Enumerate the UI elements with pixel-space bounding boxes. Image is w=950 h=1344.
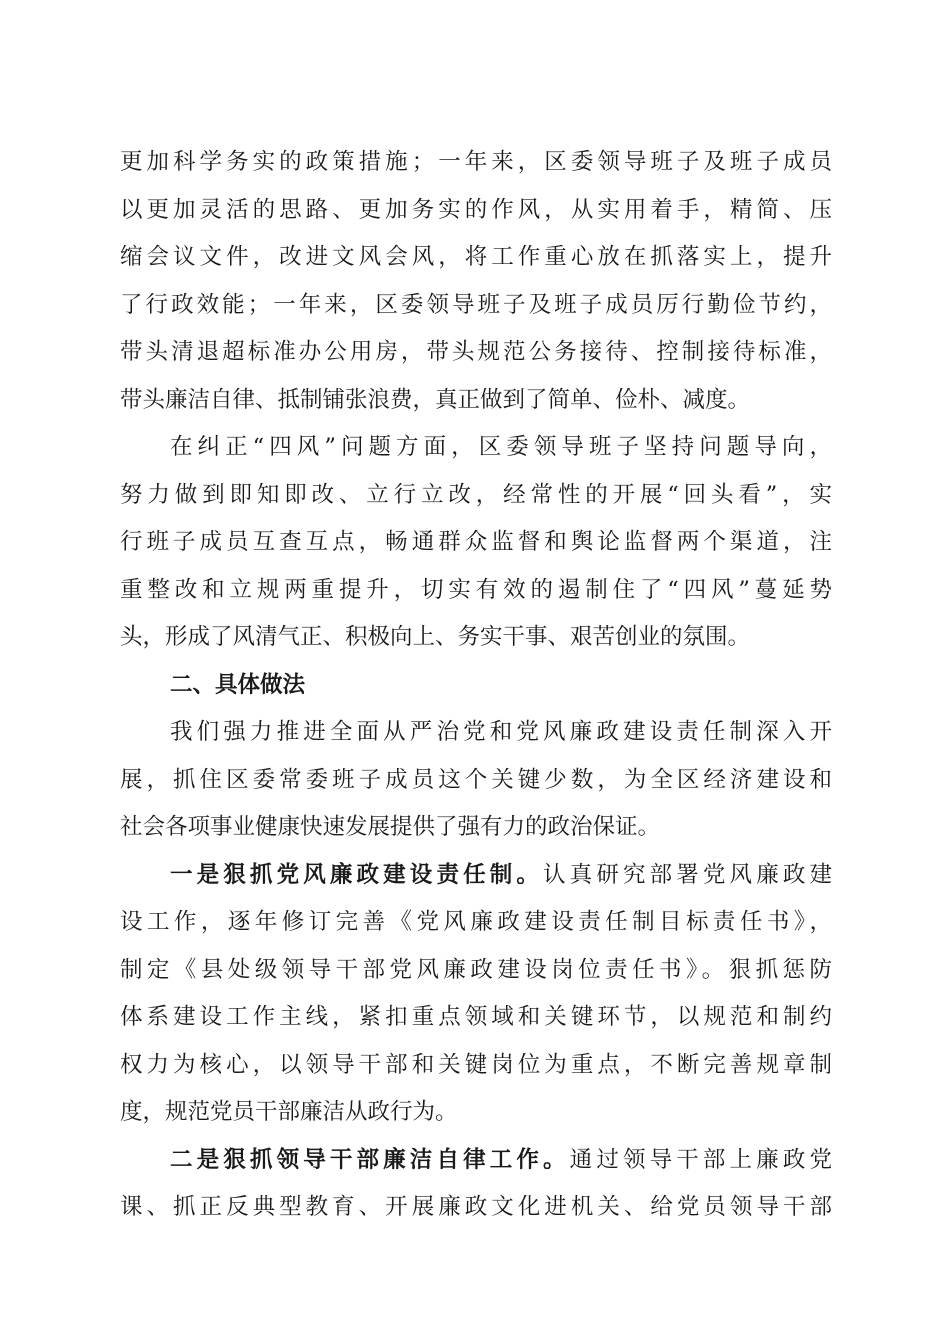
text-line: 更加科学务实的政策措施；一年来，区委领导班子及班子成员: [120, 149, 832, 175]
text-line: 行班子成员互查互点，畅通群众监督和舆论监督两个渠道，注: [120, 529, 832, 555]
section-heading: 二、具体做法: [170, 671, 306, 698]
paragraph-4: [120, 852, 832, 1137]
text-run: 认真研究部署党风廉政建: [543, 861, 832, 888]
document-page: [120, 139, 832, 1232]
text-line: 社会各项事业健康快速发展提供了强有力的政治保证。: [120, 814, 661, 840]
text-line: 努力做到即知即改、立行立改，经常性的开展“回头看”，实: [120, 481, 832, 508]
text-line: 制定《县处级领导干部党风廉政建设岗位责任书》。狠抓惩防: [120, 956, 832, 983]
text-line: 课、抓正反典型教育、开展廉政文化进机关、给党员领导干部: [120, 1194, 832, 1220]
text-line: 度，规范党员干部廉洁从政行为。: [120, 1099, 458, 1125]
text-line: [120, 852, 832, 900]
text-line: 权力为核心，以领导干部和关键岗位为重点，不断完善规章制: [120, 1051, 832, 1078]
text-line: 设工作，逐年修订完善《党风廉政建设责任制目标责任书》，: [120, 909, 832, 935]
paragraph-3: [120, 709, 832, 852]
text-line: 以更加灵活的思路、更加务实的作风，从实用着手，精简、压: [120, 196, 832, 223]
text-line: 重整改和立规两重提升，切实有效的遏制住了“四风”蔓延势: [120, 576, 832, 603]
paragraph-1: [120, 139, 832, 424]
text-line: 在纠正“四风”问题方面，区委领导班子坚持问题导向，: [170, 434, 832, 460]
paragraph-lead: 二是狠抓领导干部廉洁自律工作。: [170, 1146, 570, 1173]
text-line: 了行政效能；一年来，区委领导班子及班子成员厉行勤俭节约，: [120, 291, 832, 318]
text-line: 带头清退超标准办公用房，带头规范公务接待、控制接待标准，: [120, 339, 832, 365]
paragraph-5: [120, 1137, 832, 1232]
text-line: 展，抓住区委常委班子成员这个关键少数，为全区经济建设和: [120, 766, 832, 793]
paragraph-lead: 一是狠抓党风廉政建设责任制。: [170, 861, 544, 888]
paragraph-2: [120, 424, 832, 662]
text-line: 头，形成了风清气正、积极向上、务实干事、艰苦创业的氛围。: [120, 624, 751, 650]
text-line: 我们强力推进全面从严治党和党风廉政建设责任制深入开: [170, 719, 832, 745]
text-line: [120, 1137, 832, 1185]
text-line: 体系建设工作主线，紧扣重点领域和关键环节，以规范和制约: [120, 1004, 832, 1030]
text-run: 通过领导干部上廉政党: [569, 1146, 832, 1173]
text-line: 缩会议文件，改进文风会风，将工作重心放在抓落实上，提升: [120, 244, 832, 270]
text-line: 带头廉洁自律、抵制铺张浪费，真正做到了简单、俭朴、减度。: [120, 386, 751, 413]
